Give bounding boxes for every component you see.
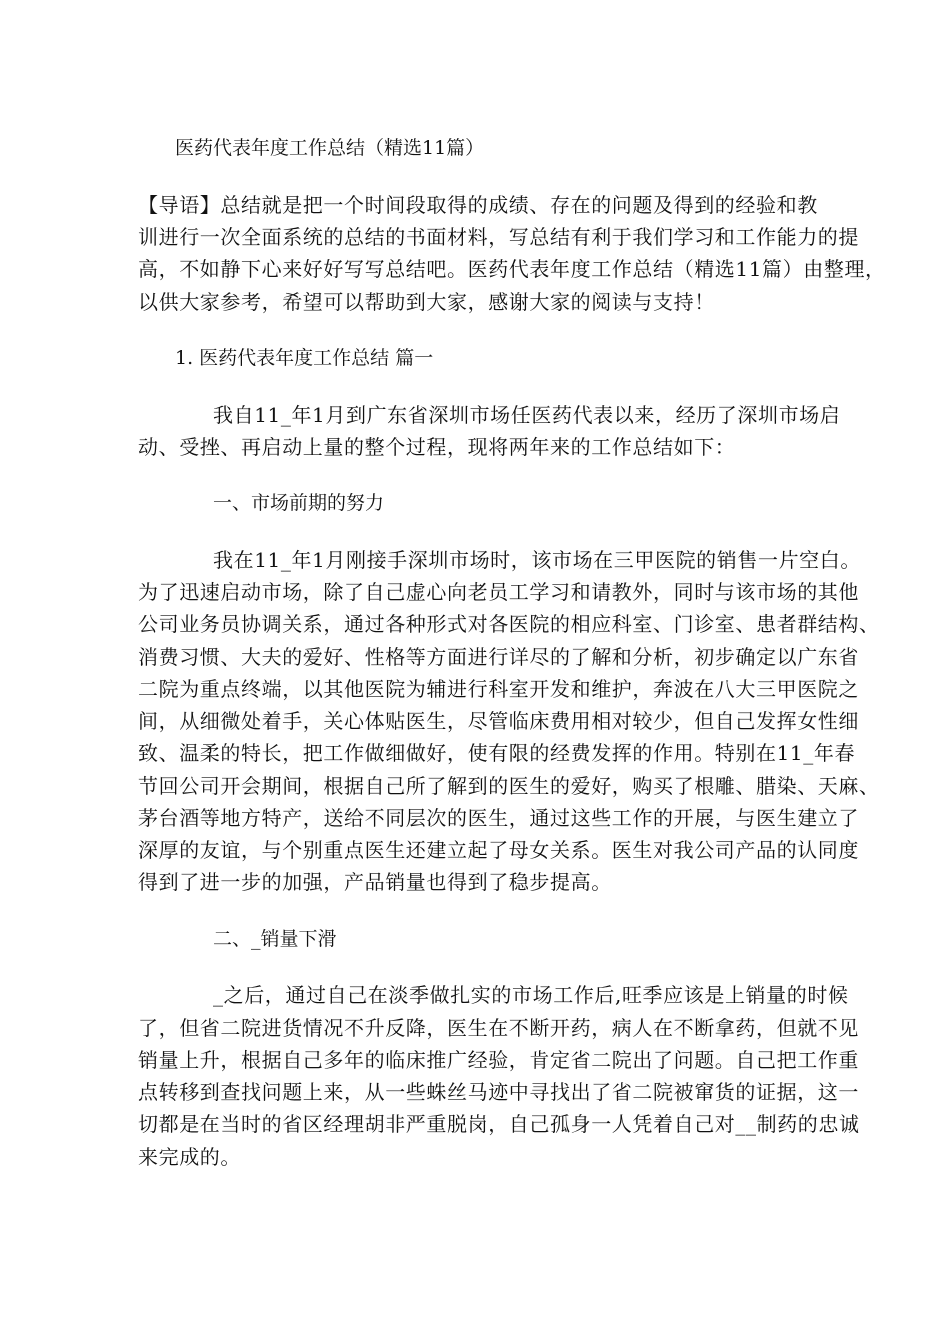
para2-line-2: 为了迅速启动市场，除了自己虚心向老员工学习和请教外，同时与该市场的其他 — [138, 580, 859, 604]
para2-line-4: 消费习惯、大夫的爱好、性格等方面进行详尽的了解和分析，初步确定以广东省 — [138, 645, 859, 669]
para3-line-5: 切都是在当时的省区经理胡非严重脱岗，自己孤身一人凭着自己对__制药的忠诚 — [138, 1112, 860, 1136]
intro-line-3: 高，不如静下心来好好写写总结吧。医药代表年度工作总结（精选11篇）由整理， — [138, 257, 886, 281]
document-title: 医药代表年度工作总结（精选11篇） — [175, 137, 485, 159]
subheading-2: 二、_销量下滑 — [213, 928, 337, 950]
para1-line-2: 动、受挫、再启动上量的整个过程，现将两年来的工作总结如下： — [138, 435, 736, 459]
para2-line-10: 深厚的友谊，与个别重点医生还建立起了母女关系。医生对我公司产品的认同度 — [138, 838, 859, 862]
para2-line-5: 二院为重点终端，以其他医院为辅进行科室开发和维护，奔波在八大三甲医院之 — [138, 677, 859, 701]
para1-line-1: 我自11_年1月到广东省深圳市场任医药代表以来，经历了深圳市场启 — [213, 403, 841, 427]
para2-line-1: 我在11_年1月刚接手深圳市场时，该市场在三甲医院的销售一片空白。 — [213, 548, 861, 572]
para2-line-11: 得到了进一步的加强，产品销量也得到了稳步提高。 — [138, 870, 612, 894]
intro-line-4: 以供大家参考，希望可以帮助到大家，感谢大家的阅读与支持！ — [138, 290, 715, 314]
para3-line-3: 销量上升，根据自己多年的临床推广经验，肯定省二院出了问题。自己把工作重 — [138, 1048, 859, 1072]
para3-line-2: 了，但省二院进货情况不升反降，医生在不断开药，病人在不断拿药，但就不见 — [138, 1016, 859, 1040]
section-heading-1: 1. 医药代表年度工作总结 篇一 — [175, 347, 434, 369]
para2-line-8: 节回公司开会期间，根据自己所了解到的医生的爱好，购买了根雕、腊染、天麻、 — [138, 774, 880, 798]
para3-line-1: _之后，通过自己在淡季做扎实的市场工作后,旺季应该是上销量的时候 — [213, 983, 849, 1007]
para2-line-7: 致、温柔的特长，把工作做细做好，使有限的经费发挥的作用。特别在11_年春 — [138, 741, 856, 765]
subheading-1: 一、市场前期的努力 — [213, 492, 385, 514]
para3-line-4: 点转移到查找问题上来，从一些蛛丝马迹中寻找出了省二院被窜货的证据，这一 — [138, 1080, 859, 1104]
para3-line-6: 来完成的。 — [138, 1145, 241, 1169]
para2-line-6: 间，从细微处着手，关心体贴医生，尽管临床费用相对较少，但自己发挥女性细 — [138, 709, 859, 733]
para2-line-9: 茅台酒等地方特产，送给不同层次的医生，通过这些工作的开展，与医生建立了 — [138, 806, 859, 830]
intro-line-1: 【导语】总结就是把一个时间段取得的成绩、存在的问题及得到的经验和教 — [138, 193, 818, 217]
para2-line-3: 公司业务员协调关系，通过各种形式对各医院的相应科室、门诊室、患者群结构、 — [138, 612, 880, 636]
intro-line-2: 训进行一次全面系统的总结的书面材料，写总结有利于我们学习和工作能力的提 — [138, 225, 859, 249]
